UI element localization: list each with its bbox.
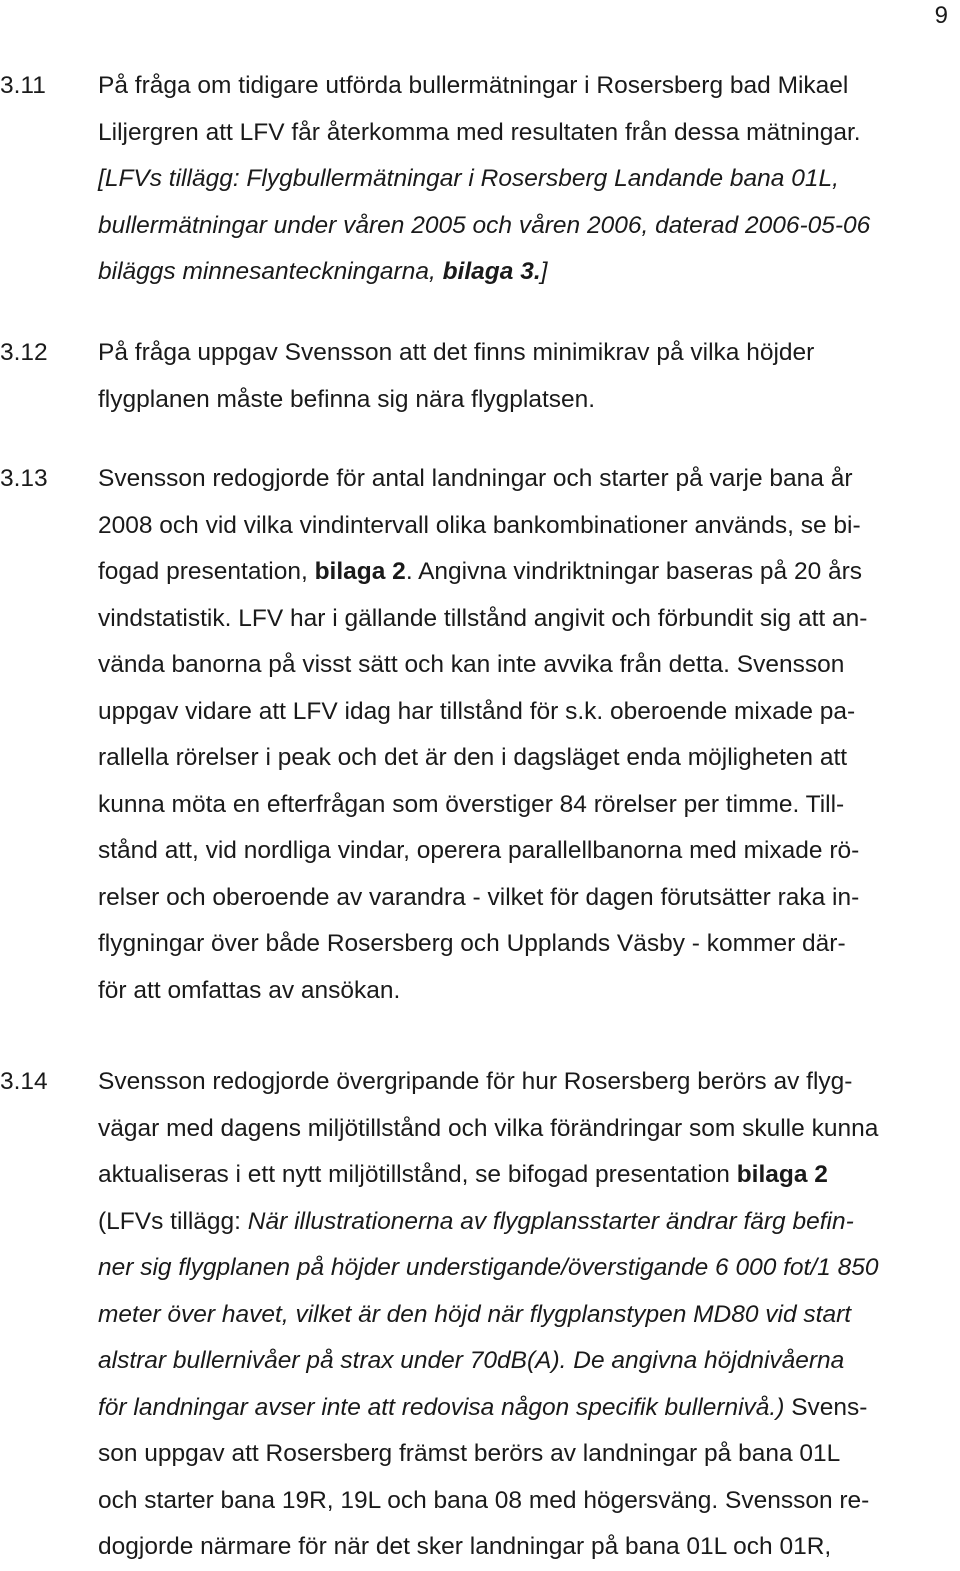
text-segment: relser och oberoende av varandra - vilket för dagen förutsätter raka in- [98,883,860,911]
text-line [98,110,960,157]
text-segment: meter över havet, vilket är den höjd när flygplanstypen MD80 vid start [98,1300,852,1328]
text-segment: bilaga 2 [314,558,406,585]
text-segment: bullermätningar under våren 2005 och våren 2006, daterad 2006-05-06 [98,211,871,239]
text-line [98,1059,960,1106]
text-line [98,156,960,203]
text-segment: stånd att, vid nordliga vindar, operera parallellbanorna med mixade rö- [98,837,860,864]
text-segment: ner sig flygplanen på höjder understigande/överstigande 6 000 fot/1 850 [98,1254,879,1281]
text-segment: 2008 och vid vilka vindintervall olika bankombinationer används, se bi- [98,511,861,539]
text-segment: vända banorna på visst sätt och kan inte avvika från detta. Svensson [98,651,845,678]
text-line [98,1338,960,1385]
text-segment: vindstatistik. LFV har i gällande tillstånd angivit och förbundit sig att an- [98,604,868,632]
text-line [98,782,960,829]
text-segment: . Angivna vindriktningar baseras på 20 års [405,558,863,585]
text-line [98,921,960,968]
text-line [98,1292,960,1339]
item-number: 3.12 [0,339,48,366]
text-segment: [ [98,165,105,192]
text-segment: Svensson redogjorde övergripande för hur Rosersberg berörs av flyg- [98,1068,853,1095]
text-line [98,642,960,689]
text-line [98,968,960,1015]
text-segment: Liljergren att LFV får återkomma med resultaten från dessa mätningar. [98,118,861,146]
text-segment: ] [540,258,548,285]
text-line [98,549,960,596]
text-segment: son uppgav att Rosersberg främst berörs av landningar på bana 01L [98,1440,841,1467]
text-line [98,63,960,110]
text-segment: dogjorde närmare för när det sker landningar på bana 01L och 01R, [98,1533,832,1560]
text-segment: för att omfattas av ansökan. [98,976,401,1004]
text-line [98,1431,960,1478]
text-line [98,875,960,922]
text-segment: för landningar avser inte att redovisa någon specifik bullernivå.) [98,1393,785,1421]
item-number: 3.11 [0,72,46,99]
text-line [98,828,960,875]
text-line [98,503,960,550]
text-line [98,377,960,424]
text-line [98,1106,960,1153]
text-line [98,1199,960,1246]
item-text [98,1059,960,1571]
text-line [98,203,960,250]
text-segment: uppgav vidare att LFV idag har tillstånd för s.k. oberoende mixade pa- [98,697,856,725]
text-segment: (LFVs tillägg: [98,1207,248,1235]
text-segment: När illustrationerna av flygplansstarter ändrar färg befin- [247,1207,854,1235]
text-segment: LFVs tillägg: Flygbullermätningar i Rosersberg Landande bana 01L, [104,165,839,192]
text-segment: Svensson redogjorde för antal landningar och starter på varje bana år [98,465,853,492]
text-segment: rallella rörelser i peak och det är den i dagsläget enda möjligheten att [98,744,848,771]
text-segment: bilaga 2 [736,1161,828,1188]
item-number: 3.13 [0,465,48,492]
text-segment: vägar med dagens miljötillstånd och vilka förändringar som skulle kunna [98,1114,879,1142]
text-segment: fogad presentation, [98,558,315,585]
text-line [98,1478,960,1525]
text-line [98,1245,960,1292]
text-segment: aktualiseras i ett nytt miljötillstånd, se bifogad presentation [98,1161,737,1188]
text-line [98,249,960,296]
text-segment: På fråga uppgav Svensson att det finns minimikrav på vilka höjder [98,339,815,366]
text-segment: bilaga 3. [442,258,541,285]
text-segment: flygningar över både Rosersberg och Upplands Väsby - kommer där- [98,930,846,957]
text-line [98,456,960,503]
text-line [98,735,960,782]
text-segment: och starter bana 19R, 19L och bana 08 med högersväng. Svensson re- [98,1486,870,1514]
text-segment: Svens- [784,1393,868,1421]
text-segment: alstrar bullernivåer på strax under 70dB(A). De angivna höjdnivåerna [98,1347,845,1374]
page-number: 9 [934,2,948,29]
text-line [98,689,960,736]
text-line [98,1152,960,1199]
text-line [98,330,960,377]
text-line [98,596,960,643]
item-text [98,330,960,423]
text-line [98,1524,960,1571]
text-segment: biläggs minnesanteckningarna, [98,258,443,285]
text-segment: flygplanen måste befinna sig nära flygplatsen. [98,385,596,413]
text-segment: På fråga om tidigare utförda bullermätningar i Rosersberg bad Mikael [98,72,849,99]
item-text [98,63,960,296]
text-line [98,1385,960,1432]
item-number: 3.14 [0,1068,48,1095]
item-text [98,456,960,1014]
text-segment: kunna möta en efterfrågan som överstiger 84 rörelser per timme. Till- [98,790,845,818]
